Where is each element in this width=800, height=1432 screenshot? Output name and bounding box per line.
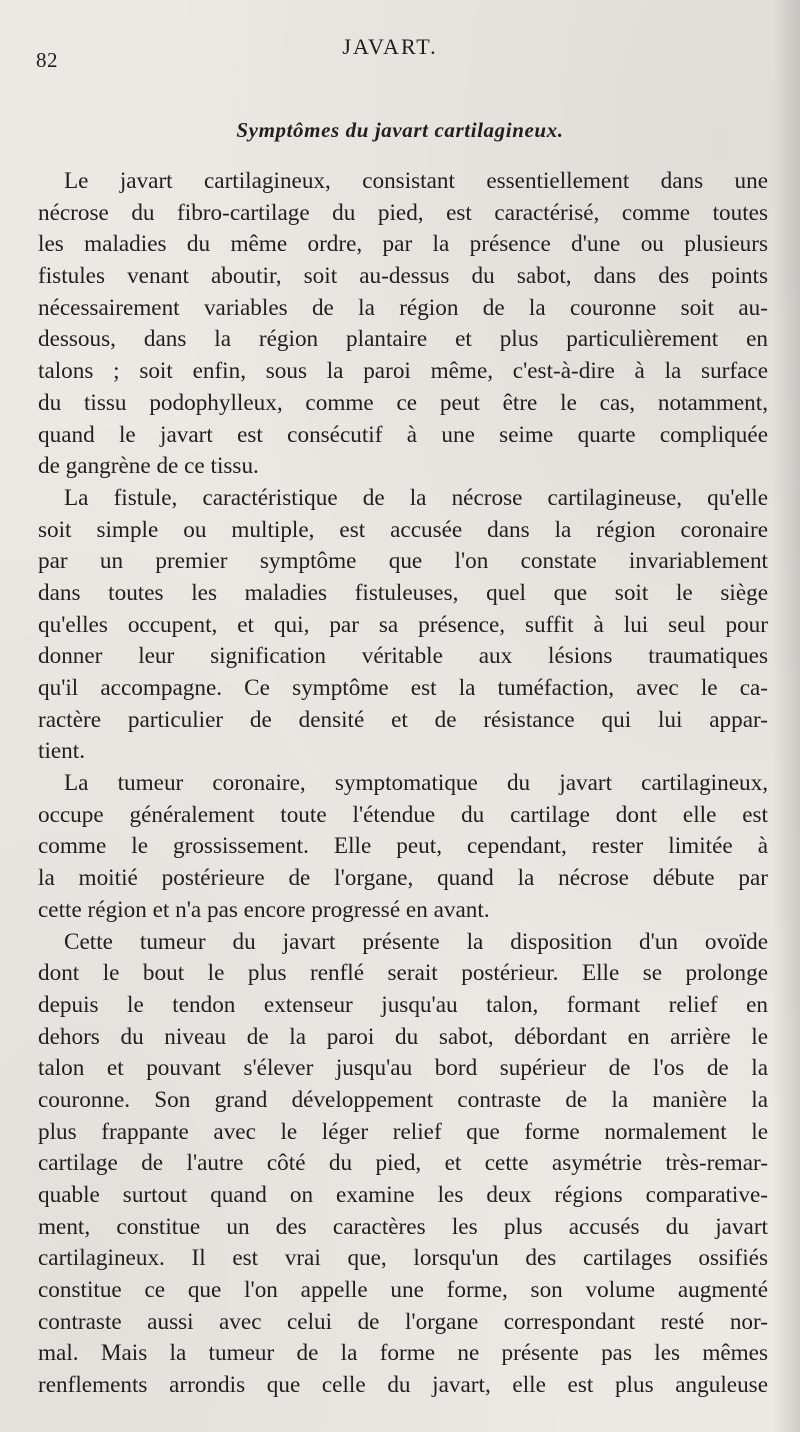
text-line: constitue ce que l'on appelle une forme, son volume augmenté [38,1277,768,1304]
paragraph [38,768,768,926]
text-line: cartilage de l'autre côté du pied, et cette asymétrie très-remar- [38,1150,768,1177]
text-line: nécessairement variables de la région de la couronne soit au- [38,294,768,321]
text-line: renflements arrondis que celle du javart, elle est plus anguleuse [38,1372,768,1399]
text-line: La tumeur coronaire, symptomatique du javart cartilagineux, [64,770,768,797]
text-line: donner leur signification véritable aux lésions traumatiques [38,643,768,670]
page-edge-shadow [772,0,800,1432]
text-line: talons ; soit enfin, sous la paroi même, c'est-à-dire à la surface [38,358,768,385]
text-line: mal. Mais la tumeur de la forme ne présente pas les mêmes [38,1340,768,1367]
text-line: occupe généralement toute l'étendue du cartilage dont elle est [38,801,768,828]
text-line: dont le bout le plus renflé serait postérieur. Elle se prolonge [38,960,768,987]
text-line: qu'elles occupent, et qui, par sa présence, suffit à lui seul pour [38,611,768,638]
text-line: contraste aussi avec celui de l'organe correspondant resté nor- [38,1308,768,1335]
text-line: quand le javart est consécutif à une seime quarte compliquée [38,421,768,448]
text-line: nécrose du fibro-cartilage du pied, est caractérisé, comme toutes [38,199,768,226]
text-line: depuis le tendon extenseur jusqu'au talon, formant relief en [38,991,768,1018]
text-line: de gangrène de ce tissu. [38,453,259,480]
text-line: ractère particulier de densité et de résistance qui lui appar- [38,706,768,733]
text-line: dans toutes les maladies fistuleuses, quel que soit le siège [38,579,768,606]
paragraph [38,166,768,483]
text-line: Cette tumeur du javart présente la disposition d'un ovoïde [64,928,768,955]
text-line: par un premier symptôme que l'on constate invariablement [38,548,768,575]
text-line: la moitié postérieure de l'organe, quand la nécrose débute par [38,865,768,892]
text-line: les maladies du même ordre, par la présence d'une ou plusieurs [38,231,768,258]
text-line: soit simple ou multiple, est accusée dans la région coronaire [38,516,768,543]
running-head: JAVART. [342,34,438,59]
paragraph [38,483,768,768]
text-line: quable surtout quand on examine les deux régions comparative- [38,1182,768,1208]
text-line: du tissu podophylleux, comme ce peut être le cas, notamment, [38,389,768,416]
text-line: La fistule, caractéristique de la nécrose cartilagineuse, qu'elle [64,484,768,511]
text-line: plus frappante avec le léger relief que forme normalement le [38,1118,768,1145]
paragraph [38,927,768,1402]
body-text [38,166,768,1402]
text-line: cartilagineux. Il est vrai que, lorsqu'un des cartilages ossifiés [38,1245,768,1272]
page-header [0,30,800,70]
text-line: tient. [38,738,86,765]
text-line: dehors du niveau de la paroi du sabot, débordant en arrière le [38,1023,768,1050]
section-title: Symptômes du javart cartilagineux. [236,118,564,142]
text-line: talon et pouvant s'élever jusqu'au bord supérieur de l'os de la [38,1055,768,1082]
page-number: 82 [36,48,58,72]
text-line: ment, constitue un des caractères les plus accusés du javart [38,1213,768,1240]
text-line: Le javart cartilagineux, consistant essentiellement dans une [64,168,768,194]
text-line: cette région et n'a pas encore progressé en avant. [38,896,490,923]
text-line: dessous, dans la région plantaire et plus particulièrement en [38,326,768,353]
text-line: couronne. Son grand développement contraste de la manière la [38,1086,768,1113]
text-line: fistules venant aboutir, soit au-dessus du sabot, dans des points [38,263,768,290]
text-line: comme le grossissement. Elle peut, cependant, rester limitée à [38,833,768,860]
text-line: qu'il accompagne. Ce symptôme est la tuméfaction, avec le ca- [38,675,768,701]
